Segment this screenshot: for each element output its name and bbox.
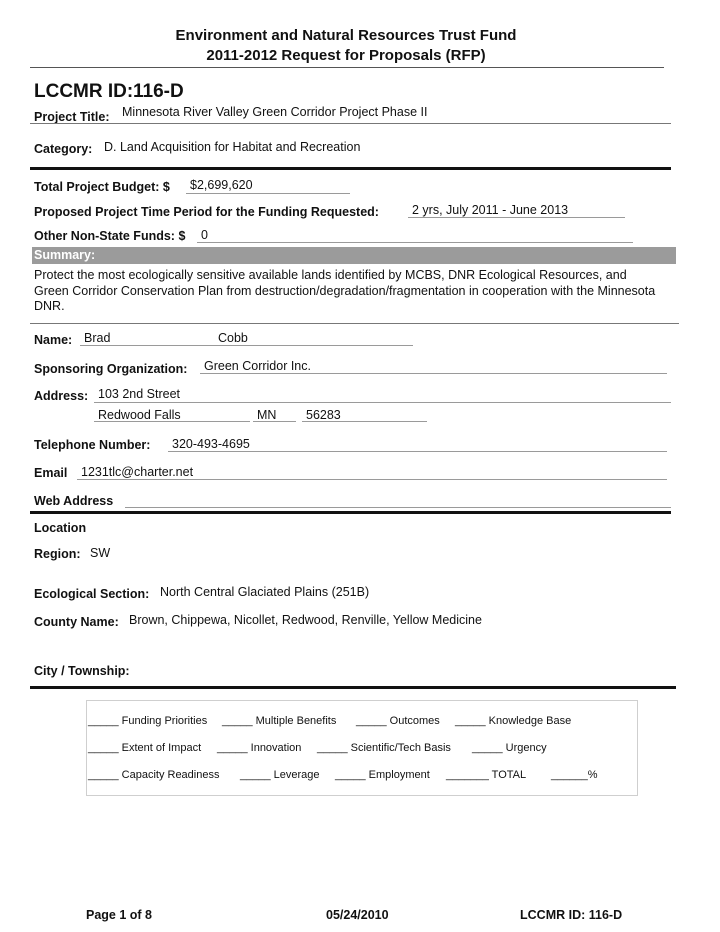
project-title-value: Minnesota River Valley Green Corridor Project Phase II bbox=[122, 105, 428, 119]
lccmr-id-value: 116-D bbox=[133, 81, 184, 102]
email-label: Email bbox=[34, 466, 68, 480]
ecological-section-label: Ecological Section: bbox=[34, 587, 150, 601]
section-divider-3 bbox=[30, 686, 676, 689]
time-period-label: Proposed Project Time Period for the Funding Requested: bbox=[34, 205, 379, 219]
category-value: D. Land Acquisition for Habitat and Recreation bbox=[104, 140, 361, 154]
street-value: 103 2nd Street bbox=[98, 387, 181, 401]
region-value: SW bbox=[90, 546, 111, 560]
footer-page-number: Page 1 of 8 bbox=[86, 908, 152, 922]
non-state-funds-value: 0 bbox=[201, 228, 208, 242]
name-label: Name: bbox=[34, 333, 73, 347]
header-subtitle: 2011-2012 Request for Proposals (RFP) bbox=[206, 47, 486, 64]
non-state-funds-label: Other Non-State Funds: $ bbox=[34, 229, 186, 243]
sponsor-org-underline bbox=[200, 373, 667, 374]
project-title-label: Project Title: bbox=[34, 110, 110, 124]
summary-divider bbox=[30, 323, 679, 324]
budget-underline bbox=[186, 193, 350, 194]
city-underline bbox=[94, 421, 250, 422]
score-leverage: _____ Leverage bbox=[240, 769, 320, 781]
footer-lccmr-id: LCCMR ID: 116-D bbox=[520, 908, 623, 922]
footer-date: 05/24/2010 bbox=[326, 908, 389, 922]
score-outcomes: _____ Outcomes bbox=[356, 715, 440, 727]
zip-value: 56283 bbox=[306, 408, 341, 422]
telephone-underline bbox=[168, 451, 667, 452]
telephone-label: Telephone Number: bbox=[34, 438, 151, 452]
web-address-underline bbox=[125, 507, 671, 508]
name-underline bbox=[80, 345, 413, 346]
county-value: Brown, Chippewa, Nicollet, Redwood, Renville, Yellow Medicine bbox=[129, 613, 482, 627]
city-value: Redwood Falls bbox=[98, 408, 181, 422]
score-multiple-benefits: _____ Multiple Benefits bbox=[222, 715, 337, 727]
budget-value: $2,699,620 bbox=[190, 178, 253, 192]
zip-underline bbox=[302, 421, 427, 422]
category-label: Category: bbox=[34, 142, 93, 156]
score-urgency: _____ Urgency bbox=[472, 742, 547, 754]
email-underline bbox=[77, 479, 667, 480]
score-innovation: _____ Innovation bbox=[217, 742, 302, 754]
summary-text: Protect the most ecologically sensitive available lands identified by MCBS, DNR Ecological Resources, and Green Corridor Conservation Plan from destruction/degradation/fragmentation in cooperation with the Minnesota DNR. bbox=[34, 268, 656, 313]
score-percent: ______% bbox=[551, 769, 598, 781]
summary-label: Summary: bbox=[34, 248, 96, 262]
ecological-section-value: North Central Glaciated Plains (251B) bbox=[160, 585, 370, 599]
summary-header-bar bbox=[32, 247, 676, 264]
header-divider bbox=[30, 67, 664, 68]
time-period-underline bbox=[408, 217, 625, 218]
lccmr-id-label: LCCMR ID: bbox=[34, 81, 134, 102]
score-knowledge-base: _____ Knowledge Base bbox=[455, 715, 572, 727]
region-label: Region: bbox=[34, 547, 81, 561]
sponsor-org-label: Sponsoring Organization: bbox=[34, 362, 188, 376]
score-funding-priorities: _____ Funding Priorities bbox=[88, 715, 208, 727]
first-name-value: Brad bbox=[84, 331, 111, 345]
section-divider-1 bbox=[30, 167, 671, 170]
score-scientific-tech-basis: _____ Scientific/Tech Basis bbox=[317, 742, 451, 754]
title-divider bbox=[30, 123, 671, 124]
state-value: MN bbox=[257, 408, 277, 422]
web-address-label: Web Address bbox=[34, 494, 114, 508]
budget-label: Total Project Budget: $ bbox=[34, 180, 170, 194]
email-value: 1231tlc@charter.net bbox=[81, 465, 194, 479]
non-state-funds-underline bbox=[197, 242, 633, 243]
city-township-label: City / Township: bbox=[34, 664, 130, 678]
last-name-value: Cobb bbox=[218, 331, 248, 345]
score-total: _______ TOTAL bbox=[446, 769, 527, 781]
location-heading: Location bbox=[34, 521, 87, 535]
state-underline bbox=[253, 421, 296, 422]
time-period-value: 2 yrs, July 2011 - June 2013 bbox=[412, 203, 569, 217]
score-employment: _____ Employment bbox=[335, 769, 430, 781]
sponsor-org-value: Green Corridor Inc. bbox=[204, 359, 311, 373]
header-title: Environment and Natural Resources Trust Fund bbox=[175, 27, 517, 44]
score-capacity-readiness: _____ Capacity Readiness bbox=[88, 769, 220, 781]
telephone-value: 320-493-4695 bbox=[172, 437, 250, 451]
street-underline bbox=[94, 402, 671, 403]
county-label: County Name: bbox=[34, 615, 119, 629]
score-extent-of-impact: _____ Extent of Impact bbox=[88, 742, 202, 754]
section-divider-2 bbox=[30, 511, 671, 514]
address-label: Address: bbox=[34, 389, 89, 403]
